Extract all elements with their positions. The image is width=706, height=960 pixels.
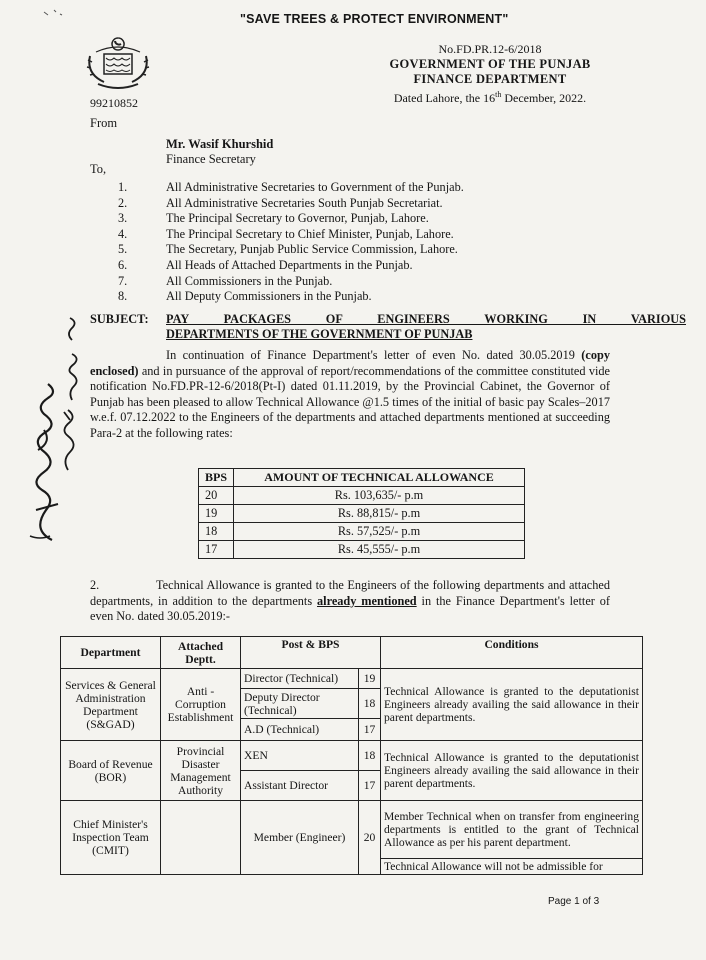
recipient-number: 6.	[118, 257, 128, 272]
table-row	[199, 541, 525, 559]
letter-header	[370, 42, 610, 106]
table-row	[61, 669, 643, 689]
condition-cell: Technical Allowance is granted to the deputationist Engineers already availing the said allowance in their parent departments.	[381, 669, 643, 741]
recipient-text: All Commissioners in the Punjab.	[166, 273, 333, 288]
from-label: From	[90, 116, 118, 130]
post-cell: A.D (Technical)	[241, 719, 359, 741]
table-row	[199, 523, 525, 541]
table-row	[61, 801, 643, 859]
para1-text-b: and in pursuance of the approval of report/recommendations of the committee constituted vide notification No.FD.PR-12-6/2018(Pt-I) dated 01.11.2019, by the Provincial Cabinet, the Governor of Punjab has been pleased to allow Technical Allowance @1.5 times of the initial of basic pay Scales–2017 w.e.f. 07.12.2022 to the Engineers of the departments and attached departments mentioned at succeeding Para-2 at the following rates:	[90, 363, 610, 440]
list-item	[118, 242, 464, 258]
bps-cell: 18	[359, 689, 381, 719]
list-item	[118, 274, 464, 290]
sender-title: Finance Secretary	[166, 152, 256, 166]
list-item	[118, 289, 464, 305]
subject-label: SUBJECT:	[90, 312, 149, 326]
government-name: GOVERNMENT OF THE PUNJAB	[389, 57, 591, 71]
date-prefix: Dated Lahore, the 16	[393, 91, 496, 105]
bps-cell: 18	[359, 741, 381, 771]
subject-text-line1: PAY PACKAGES OF ENGINEERS WORKING IN VARIOUS	[166, 312, 686, 326]
bps-cell: 19	[359, 669, 381, 689]
allowance-table	[198, 468, 525, 559]
attached-cell	[161, 801, 241, 875]
department-table	[60, 636, 643, 875]
column-header-bps: BPS	[199, 469, 234, 487]
department-cell: Board of Revenue (BOR)	[61, 741, 161, 801]
column-header-post: Post & BPS	[241, 637, 381, 669]
sender-block	[166, 137, 273, 167]
bps-cell: 20	[199, 487, 234, 505]
bps-cell: 20	[359, 801, 381, 875]
punjab-seal-icon	[82, 34, 154, 94]
recipient-number: 2.	[118, 195, 128, 210]
para1-bold: (copy enclosed)	[90, 348, 610, 378]
amount-cell: Rs. 103,635/- p.m	[234, 487, 525, 505]
motto: "SAVE TREES & PROTECT ENVIRONMENT"	[240, 12, 509, 26]
page-number: Page 1 of 3	[548, 896, 600, 907]
para2-underlined: already mentioned	[317, 593, 417, 608]
para2-text-b: in the Finance Department's letter of even No. dated 30.05.2019:-	[90, 593, 610, 624]
department-cell: Services & General Administration Department (S&GAD)	[61, 669, 161, 741]
bps-cell: 17	[199, 541, 234, 559]
recipient-text: The Principal Secretary to Chief Minister, Punjab, Lahore.	[166, 226, 454, 241]
amount-cell: Rs. 45,555/- p.m	[234, 541, 525, 559]
post-cell: Deputy Director (Technical)	[241, 689, 359, 719]
department-name: FINANCE DEPARTMENT	[413, 72, 567, 86]
recipient-number: 5.	[118, 242, 128, 257]
recipient-text: The Principal Secretary to Governor, Punjab, Lahore.	[166, 211, 429, 226]
column-header-amount: AMOUNT OF TECHNICAL ALLOWANCE	[234, 469, 525, 487]
post-cell: Member (Engineer)	[241, 801, 359, 875]
recipient-number: 4.	[118, 226, 128, 241]
list-item	[118, 227, 464, 243]
recipient-text: All Deputy Commissioners in the Punjab.	[166, 289, 372, 304]
date-suffix: December, 2022.	[501, 91, 587, 105]
column-header-attached: Attached Deptt.	[161, 637, 241, 669]
recipient-text: All Heads of Attached Departments in the Punjab.	[166, 257, 413, 272]
recipient-number: 1.	[118, 180, 128, 194]
recipient-list	[118, 180, 464, 305]
list-item	[118, 258, 464, 274]
amount-cell: Rs. 57,525/- p.m	[234, 523, 525, 541]
paragraph-2	[90, 578, 610, 625]
para1-text-a: In continuation of Finance Department's letter of even No. dated 30.05.2019	[166, 348, 582, 362]
para2-number: 2.	[90, 578, 100, 592]
recipient-text: All Administrative Secretaries to Government of the Punjab.	[166, 180, 464, 194]
condition-cell: Technical Allowance is granted to the deputationist Engineers already availing the said allowance in their parent departments.	[381, 741, 643, 801]
attached-cell: Anti - Corruption Establishment	[161, 669, 241, 741]
bps-cell: 17	[359, 719, 381, 741]
table-header-row	[199, 469, 525, 487]
recipient-number: 8.	[118, 289, 128, 304]
recipient-text: All Administrative Secretaries South Punjab Secretariat.	[166, 195, 443, 210]
column-header-department: Department	[61, 637, 161, 669]
bps-cell: 17	[359, 771, 381, 801]
table-row	[199, 487, 525, 505]
para2-text-a: Technical Allowance is granted to the Engineers of the following departments and attached departments, in addition to the departments	[90, 578, 610, 608]
table-row	[61, 741, 643, 771]
recipient-number: 3.	[118, 211, 128, 226]
recipient-number: 7.	[118, 273, 128, 288]
amount-cell: Rs. 88,815/- p.m	[234, 505, 525, 523]
to-label: To,	[90, 162, 107, 176]
bps-cell: 18	[199, 523, 234, 541]
paragraph-1	[90, 348, 610, 442]
corner-pen-marks	[40, 6, 70, 36]
condition-cell: Member Technical when on transfer from engineering departments is entitled to the grant of Technical Allowance as per his parent department.	[381, 801, 643, 859]
column-header-conditions: Conditions	[381, 637, 643, 669]
subject-text-line2: DEPARTMENTS OF THE GOVERNMENT OF PUNJAB	[166, 327, 473, 341]
date-sup: th	[495, 90, 502, 99]
list-item	[118, 211, 464, 227]
post-cell: Assistant Director	[241, 771, 359, 801]
recipient-text: The Secretary, Punjab Public Service Commission, Lahore.	[166, 242, 458, 257]
seal-number: 99210852	[90, 96, 138, 110]
sender-name: Mr. Wasif Khurshid	[166, 137, 274, 151]
letter-number: No.FD.PR.12-6/2018	[438, 42, 542, 56]
list-item	[118, 180, 464, 196]
bps-cell: 19	[199, 505, 234, 523]
subject-line	[90, 312, 690, 344]
department-cell: Chief Minister's Inspection Team (CMIT)	[61, 801, 161, 875]
post-cell: Director (Technical)	[241, 669, 359, 689]
table-row	[199, 505, 525, 523]
condition-cell: Technical Allowance will not be admissible for	[381, 859, 643, 875]
handwritten-signature	[12, 300, 86, 550]
letter-date	[370, 87, 610, 106]
table-header-row	[61, 637, 643, 669]
attached-cell: Provincial Disaster Management Authority	[161, 741, 241, 801]
post-cell: XEN	[241, 741, 359, 771]
list-item	[118, 196, 464, 212]
